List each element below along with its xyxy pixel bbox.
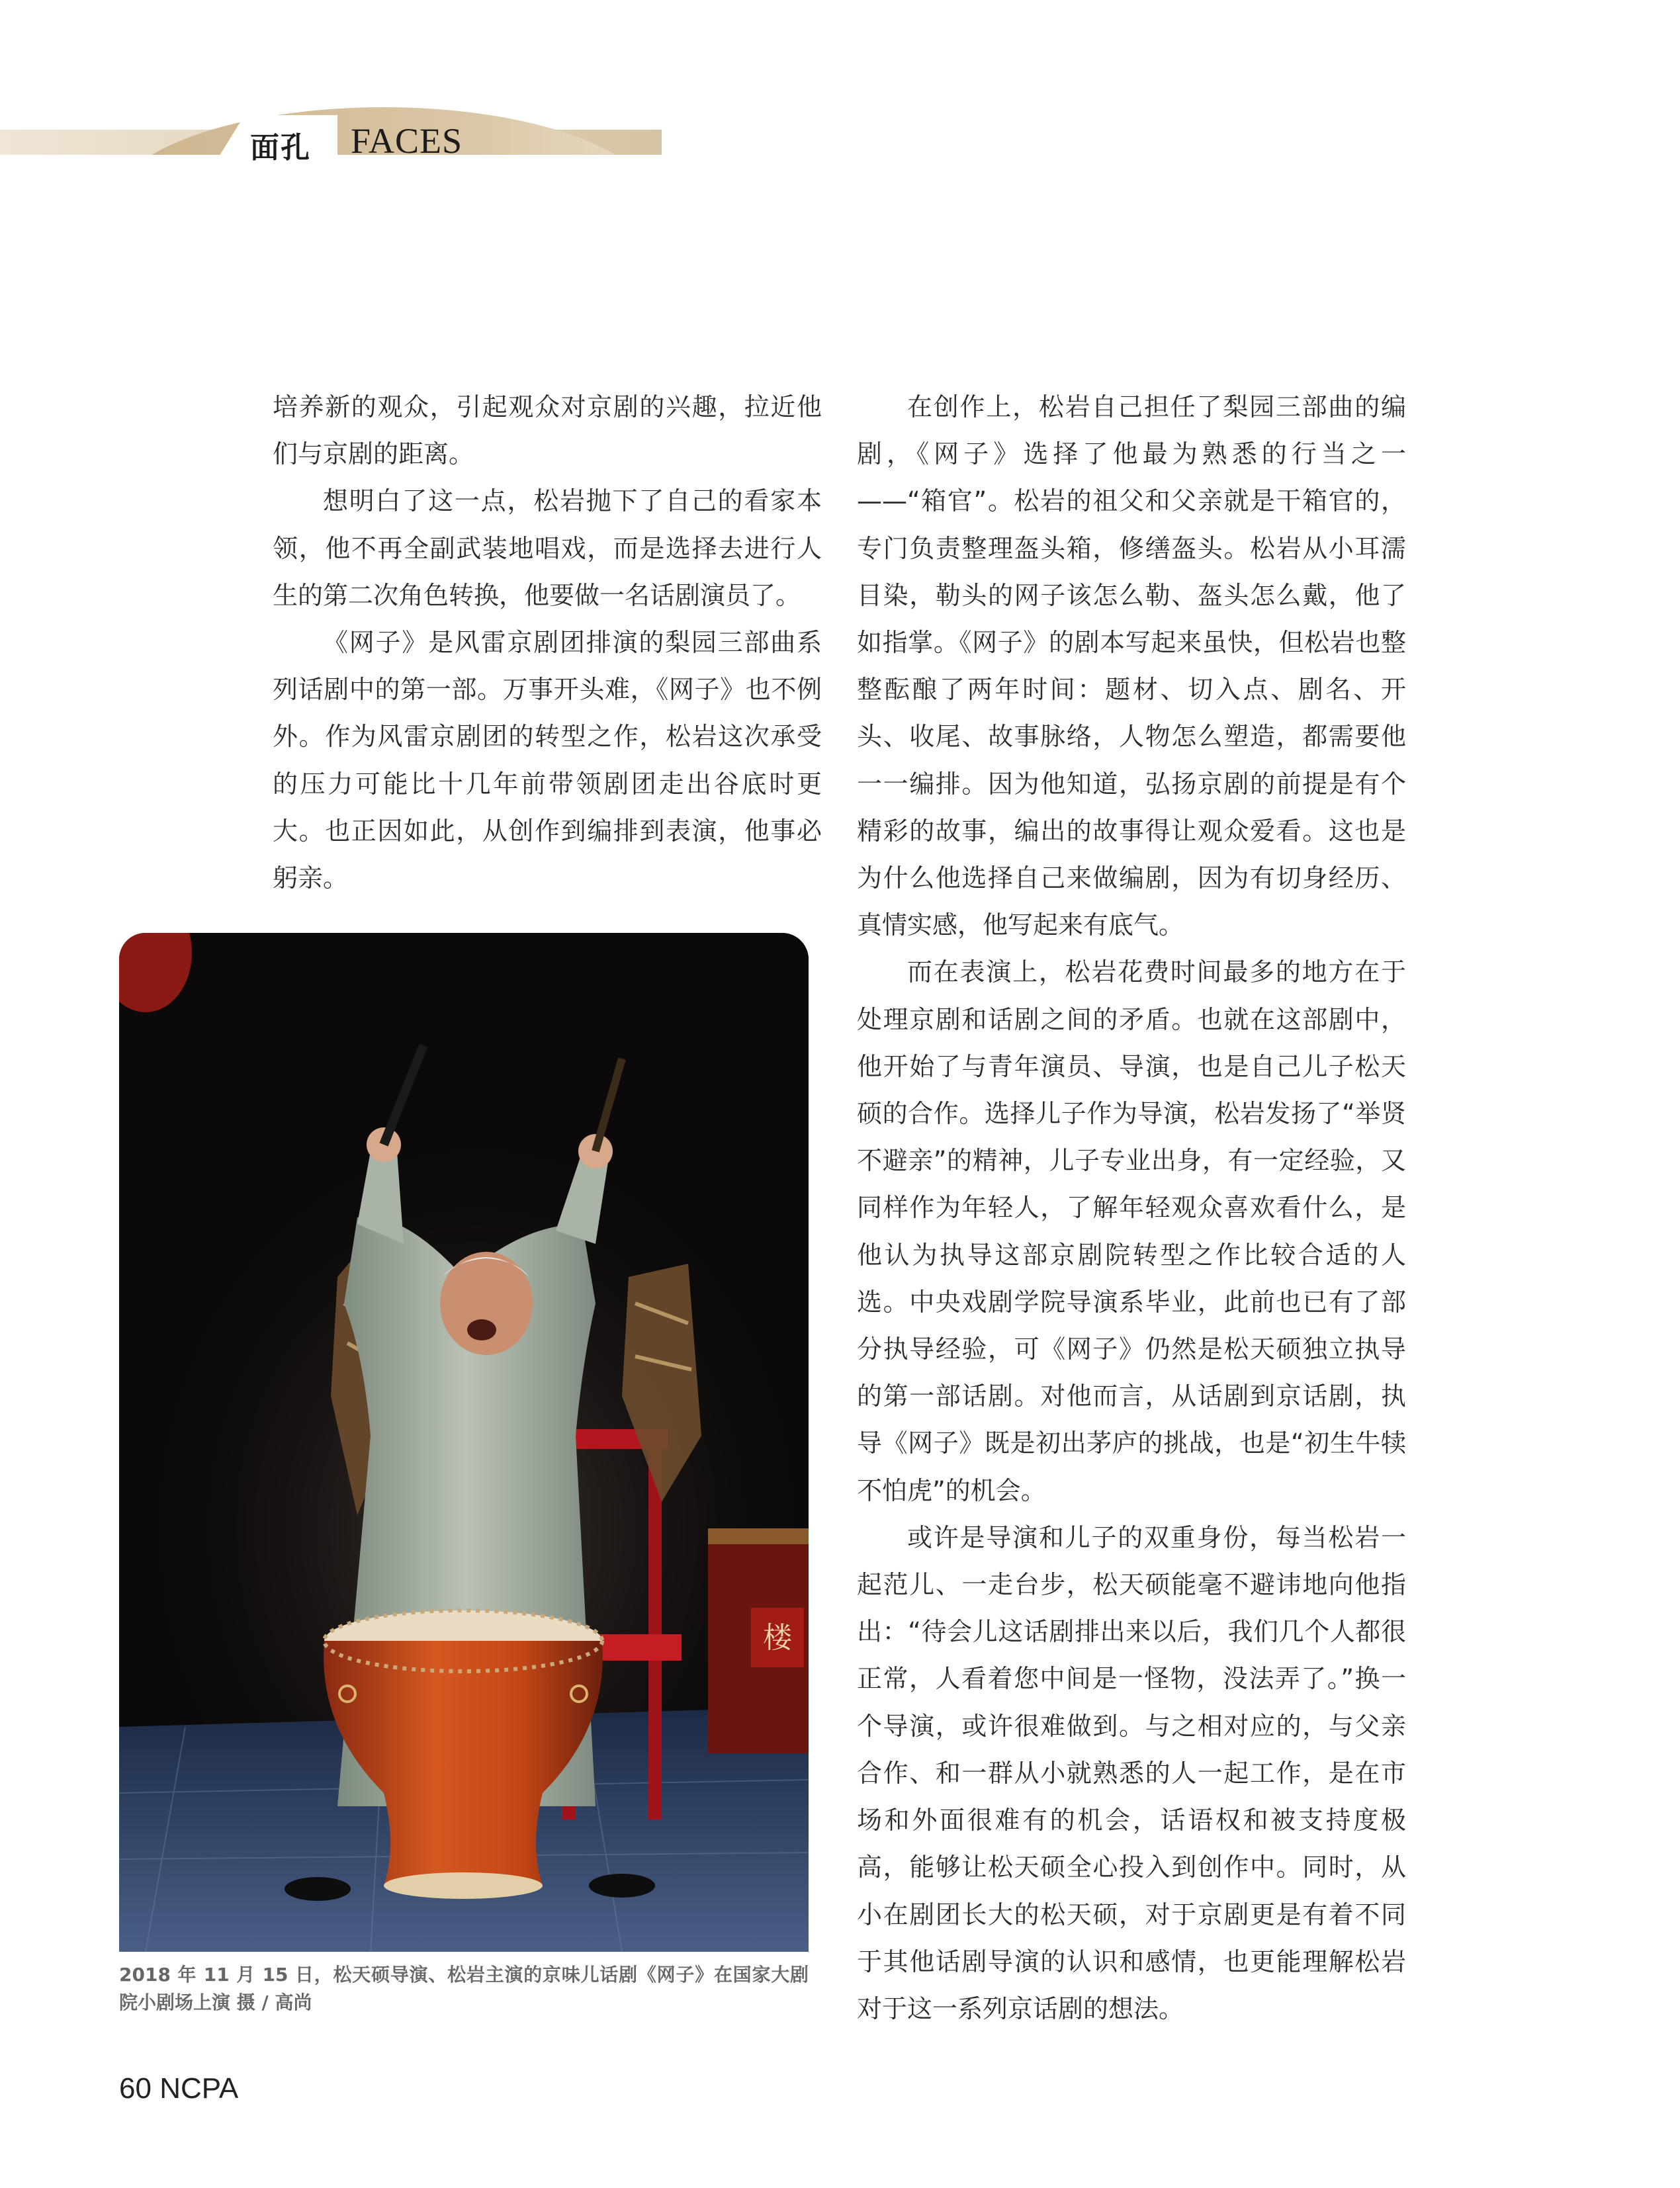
paragraph: 在创作上，松岩自己担任了梨园三部曲的编剧，《网子》选择了他最为熟悉的行当之一——“箱官”。松岩的祖父和父亲就是干箱官的，专门负责整理盔头箱，修缮盔头。松岩从小耳濡目染，勒头的网子该怎么勒、盔头怎么戴，他了如指掌。《网子》的剧本写起来虽快，但松岩也整整酝酿了两年时间：题材、切入点、剧名、开头、收尾、故事脉络，人物怎么塑造，都需要他一一编排。因为他知道，弘扬京剧的前提是有个精彩的故事，编出的故事得让观众爱看。这也是为什么他选择自己来做编剧，因为有切身经历、真情实感，他写起来有底气。 — [857, 392, 1406, 940]
stage-photo-illustration — [119, 933, 809, 1952]
right-column — [857, 384, 1406, 2033]
stage-photo — [119, 933, 809, 1952]
page-folio — [119, 2072, 238, 2105]
section-title-en: FACES — [351, 121, 463, 161]
paragraph: 或许是导演和儿子的双重身份，每当松岩一起范儿、一走台步，松天硕能毫不避讳地向他指出：“待会儿这话剧排出来以后，我们几个人都很正常，人看着您中间是一怪物，没法弄了。”换一个导演，或许很难做到。与之相对应的，与父亲合作、和一群从小就熟悉的人一起工作，是在市场和外面很难有的机会，话语权和被支持度极高，能够让松天硕全心投入到创作中。同时，从小在剧团长大的松天硕，对于京剧更是有着不同于其他话剧导演的认识和感情，也更能理解松岩对于这一系列京话剧的想法。 — [857, 1522, 1406, 2023]
section-title-cn: 面孔 — [250, 131, 311, 165]
left-column — [273, 384, 822, 902]
photo-caption: 2018 年 11 月 15 日，松天硕导演、松岩主演的京味儿话剧《网子》在国家大剧院小剧场上演 摄 / 高尚 — [119, 1964, 809, 2013]
paragraph: 而在表演上，松岩花费时间最多的地方在于处理京剧和话剧之间的矛盾。也就在这部剧中，他开始了与青年演员、导演，也是自己儿子松天硕的合作。选择儿子作为导演，松岩发扬了“举贤不避亲”的精神，儿子专业出身，有一定经验，又同样作为年轻人，了解年轻观众喜欢看什么，是他认为执导这部京剧院转型之作比较合适的人选。中央戏剧学院导演系毕业，此前也已有了部分执导经验，可《网子》仍然是松天硕独立执导的第一部话剧。对他而言，从话剧到京话剧，执导《网子》既是初出茅庐的挑战，也是“初生牛犊不怕虎”的机会。 — [857, 957, 1406, 1505]
paragraph: 培养新的观众，引起观众对京剧的兴趣，拉近他们与京剧的距离。 — [273, 392, 822, 469]
page-number: 60 — [119, 2072, 152, 2105]
paragraph: 《网子》是风雷京剧团排演的梨园三部曲系列话剧中的第一部。万事开头难，《网子》也不例外。作为风雷京剧团的转型之作，松岩这次承受的压力可能比十几年前带领剧团走出谷底时更大。也正因如此，从创作到编排到表演，他事必躬亲。 — [273, 628, 822, 893]
sign-text: 楼 — [763, 1621, 792, 1655]
paragraph: 想明白了这一点，松岩抛下了自己的看家本领，他不再全副武装地唱戏，而是选择去进行人生的第二次角色转换，他要做一名话剧演员了。 — [273, 486, 822, 610]
magazine-name: NCPA — [159, 2072, 239, 2105]
